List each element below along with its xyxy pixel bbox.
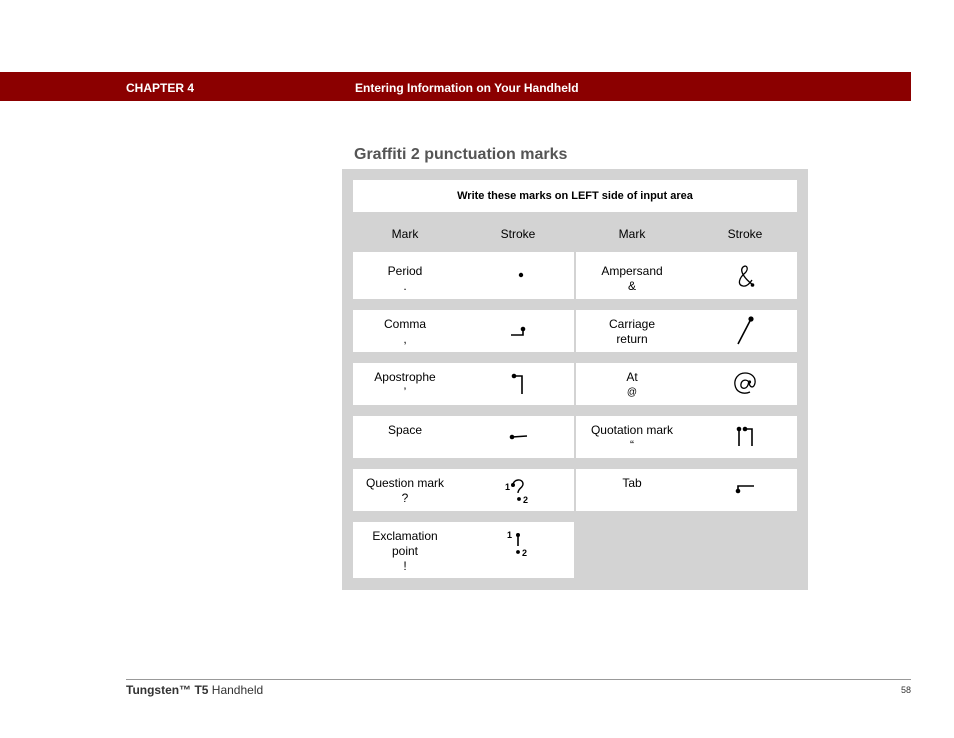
mark-name: Quotation mark (590, 423, 674, 437)
mark-symbol: . (403, 279, 407, 293)
chapter-title: Entering Information on Your Handheld (355, 81, 579, 95)
stroke-order-one: 1 (505, 482, 511, 492)
carriage-return-stroke-icon (734, 313, 758, 347)
column-header-mark-1: Mark (391, 227, 419, 241)
question-stroke-icon (504, 476, 532, 506)
mark-name: Question mark (365, 476, 445, 490)
footer-product-suffix: Handheld (208, 683, 264, 697)
mark-name: Comma (383, 317, 426, 331)
tab-stroke-icon (734, 480, 758, 496)
at-stroke-icon (732, 371, 758, 397)
section-title: Graffiti 2 punctuation marks (354, 146, 568, 163)
mark-symbol: ’ (403, 385, 407, 399)
footer-rule (126, 679, 911, 680)
mark-symbol: @ (626, 387, 638, 398)
column-header-mark-2: Mark (618, 227, 646, 241)
mark-name: Exclamation point (372, 529, 438, 558)
exclamation-stroke-icon (506, 528, 532, 558)
mark-name: Period (387, 264, 423, 278)
ampersand-stroke-icon (733, 263, 759, 291)
column-header-stroke-2: Stroke (727, 227, 763, 241)
mark-symbol: ! (403, 559, 407, 573)
page-number: 58 (900, 685, 911, 695)
mark-name: Carriage return (608, 317, 656, 346)
mark-symbol: ? (401, 491, 409, 505)
footer-product (126, 683, 263, 697)
stroke-order-two: 2 (523, 495, 529, 505)
mark-symbol: “ (630, 438, 634, 452)
footer-brand: Tungsten™ T5 (126, 683, 209, 697)
column-header-stroke-1: Stroke (500, 227, 536, 241)
quotation-stroke-icon (735, 424, 757, 448)
mark-name: At (626, 370, 638, 384)
period-stroke-icon (510, 265, 530, 285)
chapter-label: CHAPTER 4 (126, 81, 195, 95)
space-stroke-icon (508, 428, 530, 444)
table-caption: Write these marks on LEFT side of input area (353, 180, 797, 212)
mark-name: Tab (622, 476, 642, 490)
stroke-order-one: 1 (507, 530, 513, 540)
mark-name: Apostrophe (374, 370, 436, 384)
comma-stroke-icon (508, 320, 532, 340)
mark-symbol: & (627, 279, 636, 293)
stroke-order-two: 2 (522, 548, 528, 558)
mark-symbol: , (403, 332, 407, 346)
apostrophe-stroke-icon (509, 370, 531, 396)
mark-name: Ampersand (601, 264, 663, 278)
mark-name: Space (387, 423, 423, 437)
